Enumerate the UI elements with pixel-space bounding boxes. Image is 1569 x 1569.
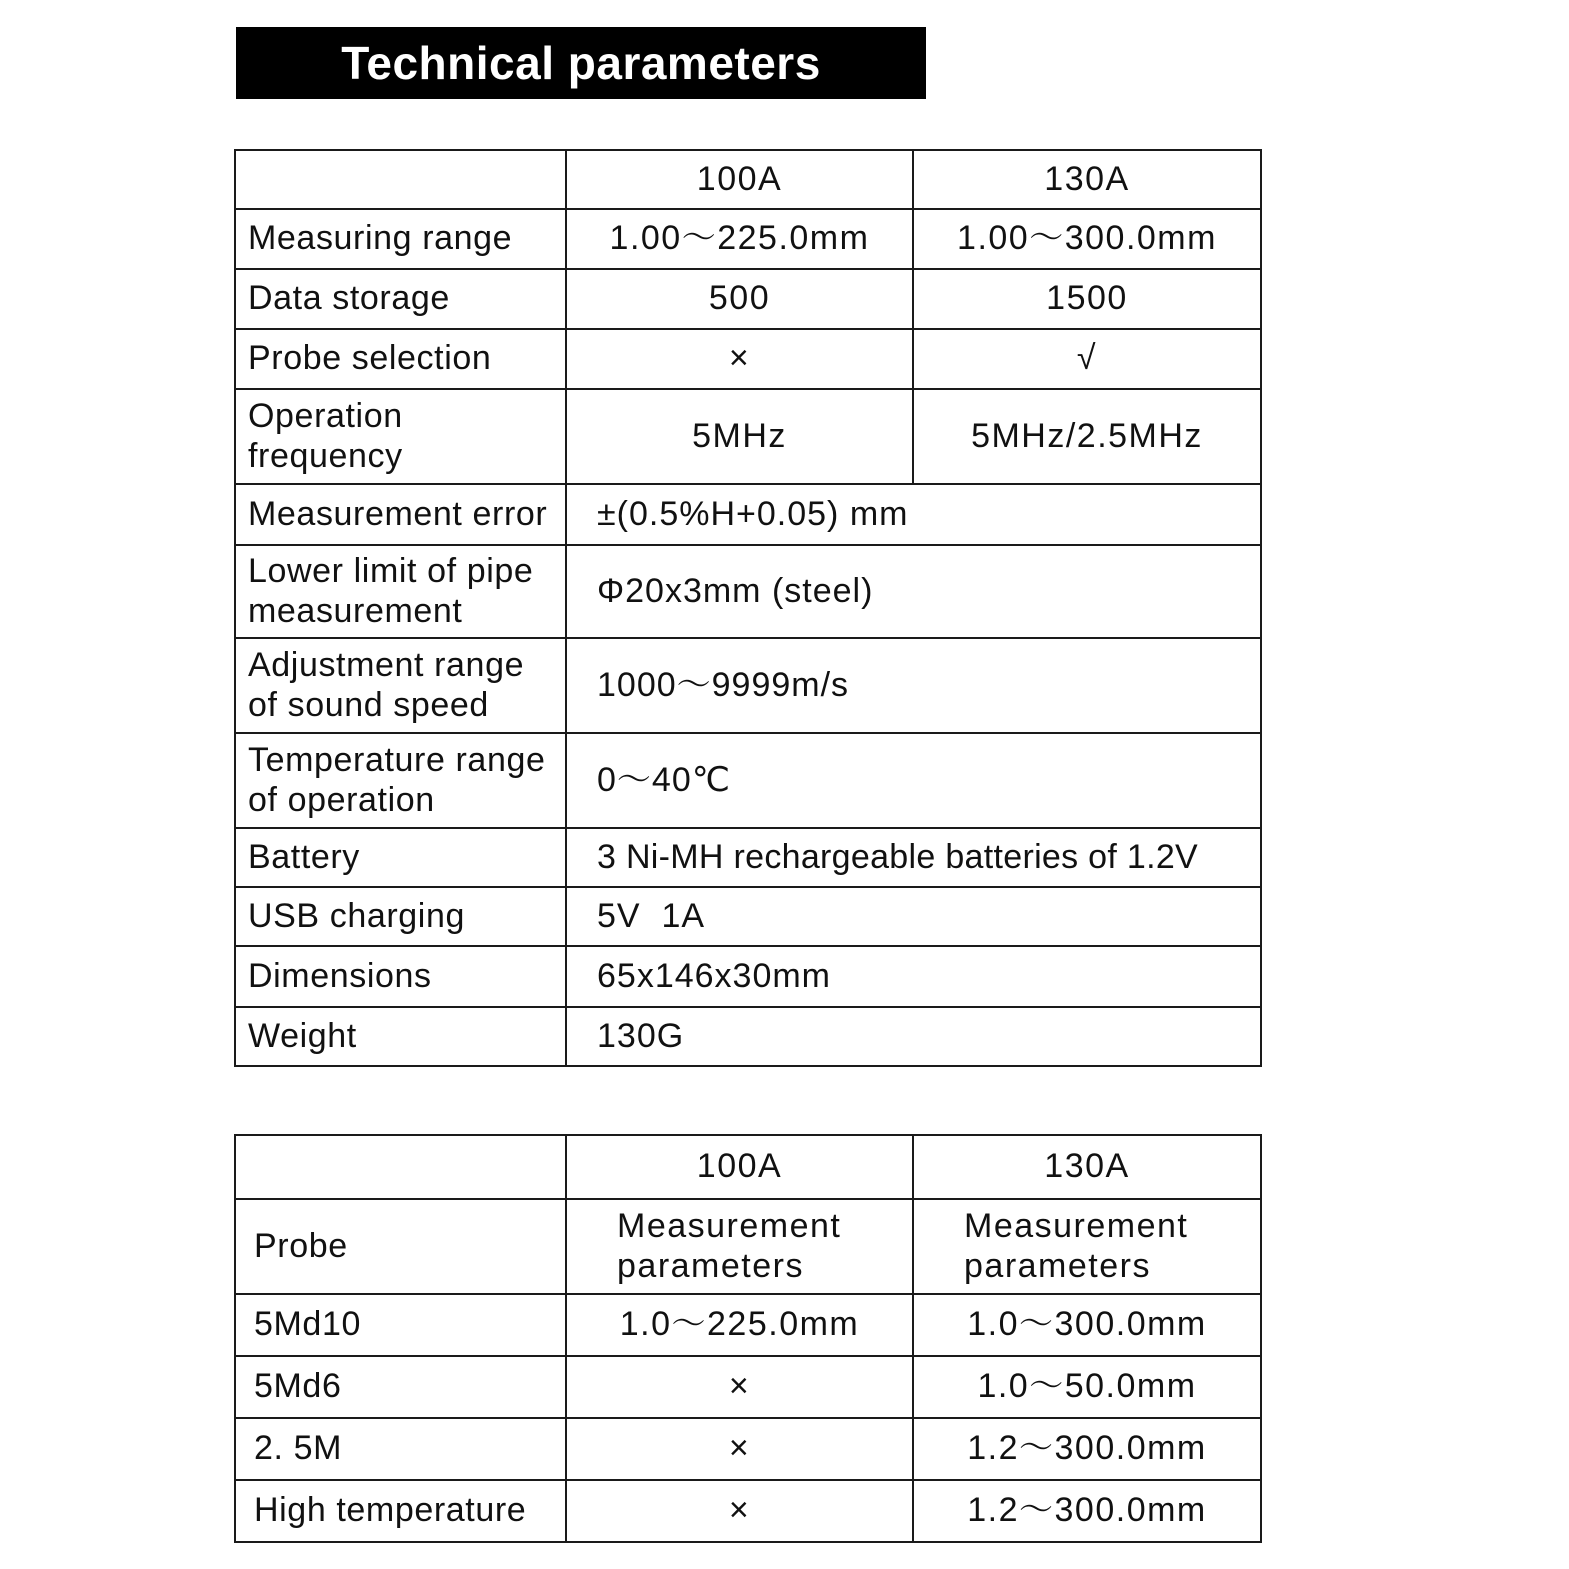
table-subheader-row <box>235 1199 1261 1294</box>
probe-table <box>234 1134 1262 1543</box>
table-row <box>235 733 1261 828</box>
row-label: Measuring range <box>235 209 566 269</box>
page-title: Technical parameters <box>236 27 926 99</box>
cell-value-130a: 1500 <box>913 269 1261 329</box>
row-label: 2. 5M <box>235 1418 566 1480</box>
row-label-line: of operation <box>248 780 435 819</box>
header-model-100a: 100A <box>566 1135 913 1199</box>
cell-value-shared: 65x146x30mm <box>566 946 1261 1007</box>
cross-icon: × <box>566 329 913 389</box>
checkmark-icon: √ <box>913 329 1261 389</box>
cross-icon: × <box>566 1418 913 1480</box>
cell-value-shared: Φ20x3mm (steel) <box>566 545 1261 638</box>
cell-value-100a: 1.00～225.0mm <box>566 209 913 269</box>
cell-value-shared: 3 Ni-MH rechargeable batteries of 1.2V <box>566 828 1261 887</box>
cross-icon: × <box>566 1480 913 1542</box>
subheader-line: Measurement <box>617 1207 842 1246</box>
header-model-100a: 100A <box>566 150 913 209</box>
measurement-parameters-label-130a <box>913 1199 1261 1294</box>
row-label: USB charging <box>235 887 566 946</box>
row-label-line: of sound speed <box>248 685 489 724</box>
table-row <box>235 389 1261 484</box>
row-label-line: frequency <box>248 436 403 475</box>
header-empty-cell <box>235 1135 566 1199</box>
subheader-line: Measurement <box>964 1207 1189 1246</box>
table-row <box>235 887 1261 946</box>
cell-value-shared: ±(0.5%H+0.05) mm <box>566 484 1261 545</box>
probe-column-label: Probe <box>235 1199 566 1294</box>
table-row <box>235 828 1261 887</box>
header-model-130a: 130A <box>913 150 1261 209</box>
row-label-line: Adjustment range <box>248 646 525 685</box>
table-row <box>235 1356 1261 1418</box>
table-row <box>235 638 1261 733</box>
row-label: Dimensions <box>235 946 566 1007</box>
row-label-line: Lower limit of pipe <box>248 552 534 591</box>
subheader-line: parameters <box>964 1246 1151 1285</box>
cell-value-100a: 500 <box>566 269 913 329</box>
row-label: High temperature <box>235 1480 566 1542</box>
cell-value-130a: 1.2～300.0mm <box>913 1480 1261 1542</box>
row-label: Measurement error <box>235 484 566 545</box>
row-label-line: Operation <box>248 397 403 436</box>
subheader-line: parameters <box>617 1246 804 1285</box>
row-label-line: Temperature range <box>248 741 546 780</box>
cell-value-130a: 1.2～300.0mm <box>913 1418 1261 1480</box>
table-row <box>235 946 1261 1007</box>
table-header-row <box>235 1135 1261 1199</box>
measurement-parameters-label-100a <box>566 1199 913 1294</box>
cell-value-100a: 5MHz <box>566 389 913 484</box>
header-empty-cell <box>235 150 566 209</box>
row-label: Data storage <box>235 269 566 329</box>
header-model-130a: 130A <box>913 1135 1261 1199</box>
table-row <box>235 484 1261 545</box>
cell-value-shared: 130G <box>566 1007 1261 1066</box>
row-label: Battery <box>235 828 566 887</box>
row-label: 5Md10 <box>235 1294 566 1356</box>
row-label <box>235 545 566 638</box>
cell-value-100a: 1.0～225.0mm <box>566 1294 913 1356</box>
specifications-table <box>234 149 1262 1067</box>
cell-value-shared: 0～40℃ <box>566 733 1261 828</box>
cell-value-shared: 5V 1A <box>566 887 1261 946</box>
row-label-line: measurement <box>248 591 463 630</box>
row-label <box>235 389 566 484</box>
row-label <box>235 638 566 733</box>
table-row <box>235 209 1261 269</box>
table-row <box>235 329 1261 389</box>
table-row <box>235 269 1261 329</box>
row-label <box>235 733 566 828</box>
cell-value-130a: 1.0～50.0mm <box>913 1356 1261 1418</box>
row-label: Weight <box>235 1007 566 1066</box>
cell-value-130a: 5MHz/2.5MHz <box>913 389 1261 484</box>
row-label: 5Md6 <box>235 1356 566 1418</box>
cross-icon: × <box>566 1356 913 1418</box>
table-row <box>235 1007 1261 1066</box>
cell-value-130a: 1.0～300.0mm <box>913 1294 1261 1356</box>
cell-value-130a: 1.00～300.0mm <box>913 209 1261 269</box>
table-row <box>235 1418 1261 1480</box>
table-row <box>235 1294 1261 1356</box>
table-row <box>235 545 1261 638</box>
table-header-row <box>235 150 1261 209</box>
cell-value-shared: 1000～9999m/s <box>566 638 1261 733</box>
table-row <box>235 1480 1261 1542</box>
row-label: Probe selection <box>235 329 566 389</box>
